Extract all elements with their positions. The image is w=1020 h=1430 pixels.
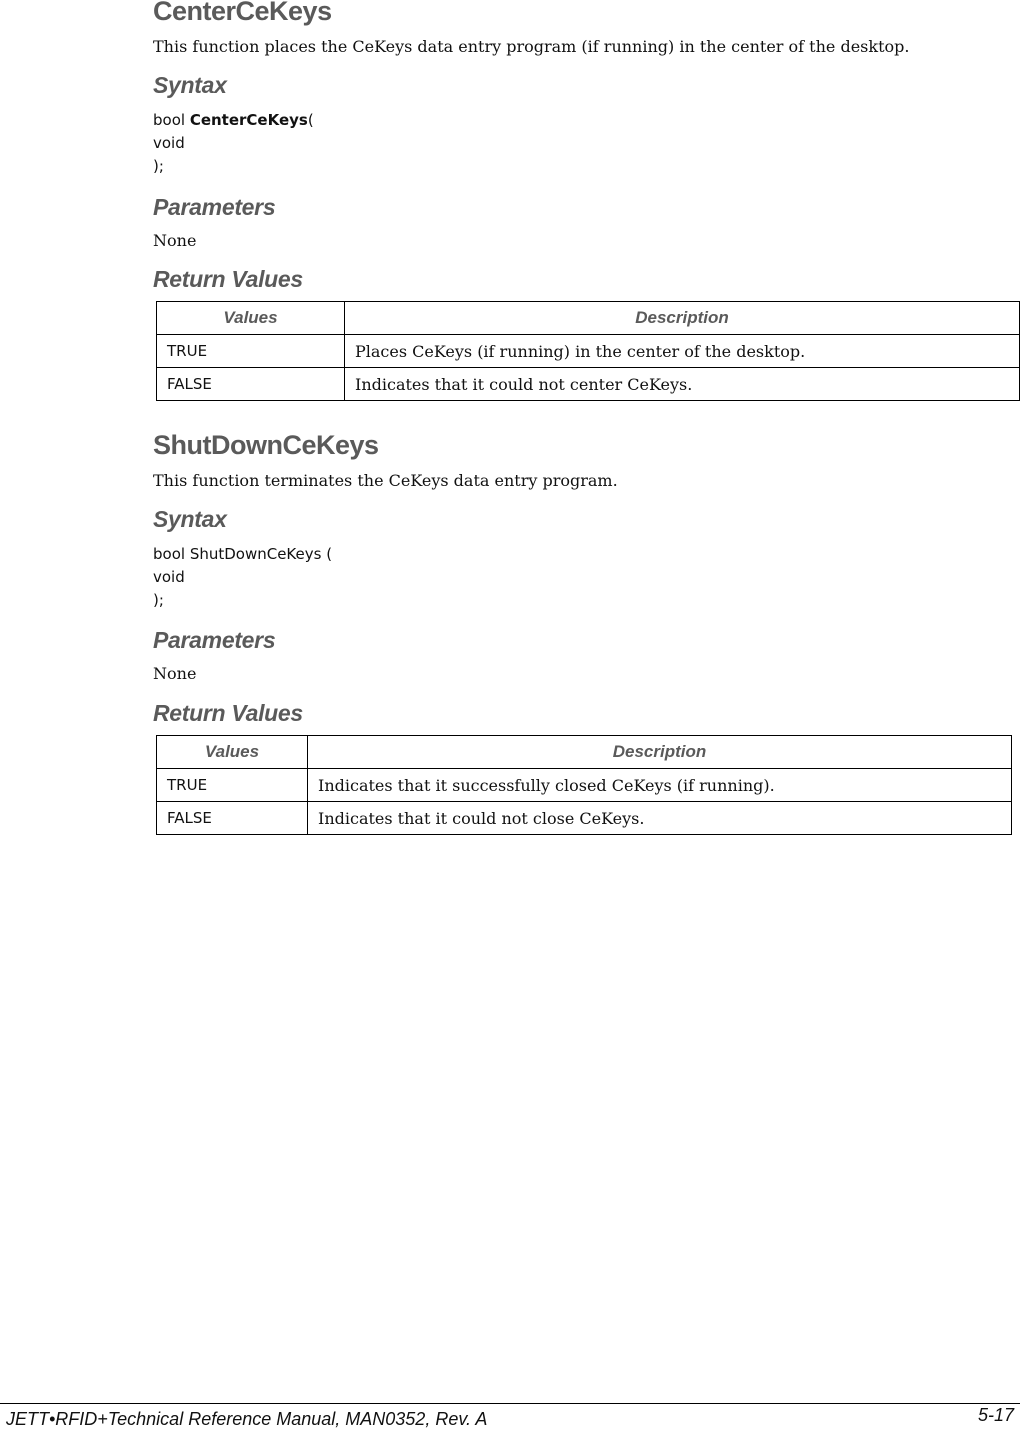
column-header-values: Values [157, 736, 308, 769]
footer-manual-title: JETT•RFID+Technical Reference Manual, MAN0352, Rev. A [6, 1409, 488, 1429]
return-values-table [156, 735, 1012, 835]
function-description: This function places the CeKeys data entry program (if running) in the center of the desktop. [153, 37, 910, 56]
syntax-close: ); [153, 591, 164, 609]
description-cell: Indicates that it could not center CeKeys. [345, 368, 1020, 401]
return-values-table [156, 301, 1020, 401]
table-header-row [157, 736, 1012, 769]
value-cell: FALSE [157, 802, 308, 835]
syntax-open-paren: ( [307, 111, 314, 129]
table-row [157, 368, 1020, 401]
syntax-heading-wrap [153, 74, 227, 97]
parameters-heading: Parameters [153, 627, 276, 653]
syntax-close: ); [153, 157, 164, 175]
parameters-text: None [153, 664, 197, 683]
value-cell: TRUE [157, 769, 308, 802]
return-values-heading-wrap [153, 268, 303, 291]
function-title: ShutDownCeKeys [153, 430, 379, 460]
parameters-heading: Parameters [153, 194, 276, 220]
syntax-open-paren: ( [321, 545, 333, 563]
function-title: CenterCeKeys [153, 0, 332, 26]
syntax-function-name: ShutDownCeKeys [189, 545, 322, 563]
table-header-row [157, 302, 1020, 335]
footer-divider [0, 1403, 1020, 1404]
table-row [157, 335, 1020, 368]
section-title [153, 432, 379, 459]
table-row [157, 769, 1012, 802]
parameters-heading-wrap [153, 196, 275, 219]
column-header-description: Description [308, 736, 1012, 769]
function-description: This function terminates the CeKeys data entry program. [153, 471, 618, 490]
column-header-values: Values [157, 302, 345, 335]
description-cell: Places CeKeys (if running) in the center of the desktop. [345, 335, 1020, 368]
description-cell: Indicates that it could not close CeKeys. [308, 802, 1012, 835]
table-row [157, 802, 1012, 835]
syntax-type: bool [153, 545, 190, 563]
syntax-type: bool [153, 111, 190, 129]
value-cell: FALSE [157, 368, 345, 401]
syntax-function-name: CenterCeKeys [189, 111, 308, 129]
return-values-heading-wrap [153, 702, 303, 725]
syntax-heading: Syntax [153, 72, 227, 98]
description-cell: Indicates that it successfully closed CeKeys (if running). [308, 769, 1012, 802]
parameters-text: None [153, 231, 197, 250]
return-values-heading: Return Values [153, 700, 303, 726]
parameters-heading-wrap [153, 629, 275, 652]
syntax-line-1 [153, 109, 314, 132]
column-header-description: Description [345, 302, 1020, 335]
value-cell: TRUE [157, 335, 345, 368]
syntax-param: void [153, 134, 185, 152]
syntax-line-1 [153, 543, 332, 566]
syntax-param: void [153, 568, 185, 586]
footer-page-number: 5-17 [977, 1405, 1014, 1425]
return-values-heading: Return Values [153, 266, 303, 292]
syntax-block [153, 109, 314, 178]
syntax-block [153, 543, 332, 612]
syntax-heading: Syntax [153, 506, 227, 532]
syntax-heading-wrap [153, 508, 227, 531]
section-title [153, 0, 332, 25]
